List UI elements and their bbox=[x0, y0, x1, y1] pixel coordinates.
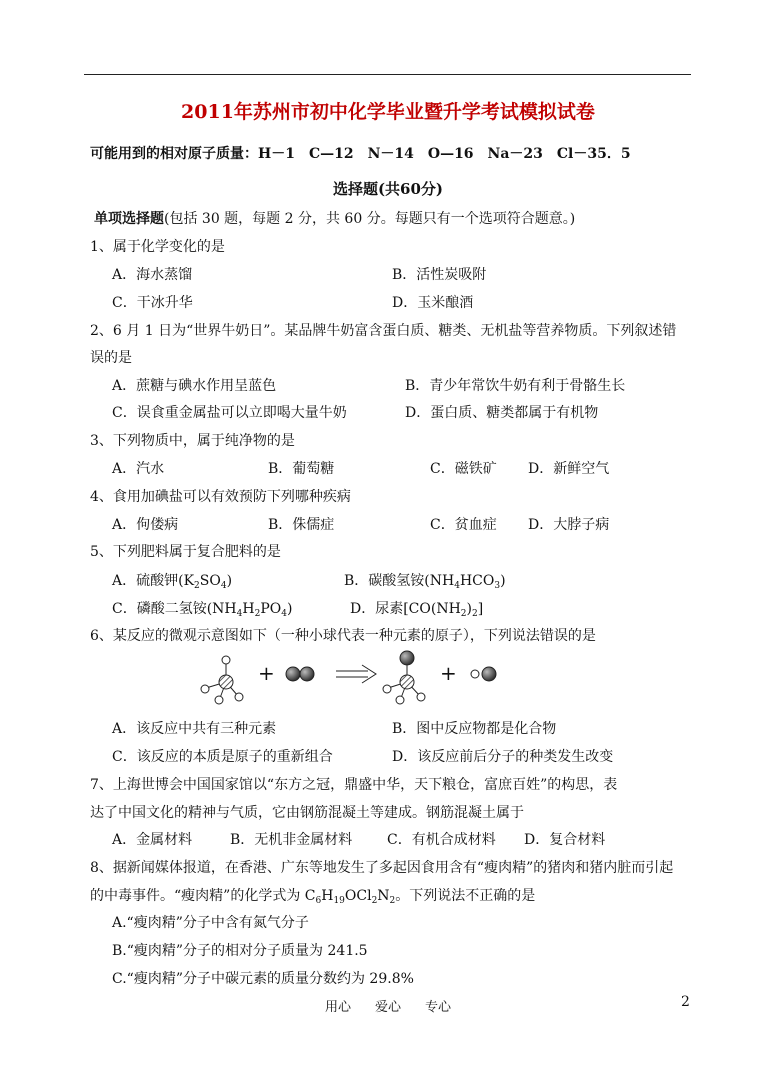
q4-option-a: A．佝偻病 bbox=[112, 517, 179, 533]
q5-option-d: D．尿素$[CO(NH_2)_2]$ bbox=[350, 601, 484, 619]
q7-option-a: A．金属材料 bbox=[112, 832, 193, 848]
q8-option-b: B.“瘦肉精”分子的相对分子质量为 241.5 bbox=[112, 943, 368, 959]
question-2-stem: 2、6 月 1 日为“世界牛奶日”。某品牌牛奶富含蛋白质、糖类、无机盐等营养物质。下列叙述错 bbox=[90, 323, 677, 339]
q7-option-d: D．复合材料 bbox=[524, 832, 606, 848]
question-4-stem: 4、食用加碘盐可以有效预防下列哪种疾病 bbox=[90, 489, 351, 505]
atomic-masses: 可能用到的相对原子质量：H－1 C—12 N－14 O—16 Na－23 Cl－35．5 bbox=[90, 146, 631, 162]
question-2-stem-cont: 误的是 bbox=[90, 350, 132, 366]
q2-option-a: A．蔗糖与碘水作用呈蓝色 bbox=[112, 378, 277, 394]
reaction-arrow bbox=[336, 665, 376, 683]
top-rule bbox=[84, 74, 691, 75]
question-7-stem-cont: 达了中国文化的精神与气质，它由钢筋混凝土等建成。钢筋混凝土属于 bbox=[90, 805, 524, 821]
q7-option-b: B．无机非金属材料 bbox=[230, 832, 353, 848]
section-title: 选择题(共60分) bbox=[332, 180, 444, 198]
reaction-diagram bbox=[190, 648, 520, 710]
q8-option-a: A.“瘦肉精”分子中含有氮气分子 bbox=[112, 915, 309, 931]
q6-option-a: A．该反应中共有三种元素 bbox=[112, 721, 277, 737]
q5-option-a: A．硫酸钾$(K_2SO_4)$ bbox=[112, 573, 233, 591]
q3-option-b: B．葡萄糖 bbox=[268, 461, 335, 477]
q2-option-c: C．误食重金属盐可以立即喝大量牛奶 bbox=[112, 405, 347, 421]
question-5-stem: 5、下列肥料属于复合肥料的是 bbox=[90, 544, 281, 560]
reactant-molecule-2 bbox=[286, 667, 314, 681]
q1-option-a: A．海水蒸馏 bbox=[112, 267, 193, 283]
question-6-stem: 6、某反应的微观示意图如下（一种小球代表一种元素的原子），下列说法错误的是 bbox=[90, 628, 596, 644]
q5-option-b: B．碳酸氢铵$(NH_4HCO_3)$ bbox=[344, 573, 506, 591]
product-molecule-1 bbox=[383, 651, 425, 704]
q2-option-b: B．青少年常饮牛奶有利于骨骼生长 bbox=[405, 378, 626, 394]
q6-option-d: D．该反应前后分子的种类发生改变 bbox=[392, 749, 614, 765]
footer-slogans bbox=[0, 996, 776, 1015]
plus-sign-2: + bbox=[440, 661, 457, 685]
q4-option-c: C．贫血症 bbox=[430, 517, 497, 533]
footer-slogan-3: 专心 bbox=[425, 1000, 452, 1015]
question-8-stem-cont: 的中毒事件。“瘦肉精”的化学式为 $C_6H_{19}OCl_2N_2$。下列说法不正确的是 bbox=[90, 888, 536, 906]
q3-option-c: C．磁铁矿 bbox=[430, 461, 497, 477]
q1-option-b: B．活性炭吸附 bbox=[392, 267, 487, 283]
q1-option-c: C．干冰升华 bbox=[112, 295, 193, 311]
q3-option-a: A．汽水 bbox=[112, 461, 165, 477]
plus-sign-1: + bbox=[258, 661, 275, 685]
question-7-stem: 7、上海世博会中国国家馆以“东方之冠，鼎盛中华，天下粮仓，富庶百姓”的构思，表 bbox=[90, 777, 618, 793]
q5-option-c: C．磷酸二氢铵$(NH_4H_2PO_4)$ bbox=[112, 601, 293, 619]
footer-slogan-1: 用心 bbox=[324, 1000, 351, 1015]
question-8-stem: 8、据新闻媒体报道，在香港、广东等地发生了多起因食用含有“瘦肉精”的猪肉和猪内脏而引起 bbox=[90, 860, 674, 876]
question-3-stem: 3、下列物质中，属于纯净物的是 bbox=[90, 433, 295, 449]
section-instruction-bold: 单项选择题 bbox=[94, 211, 164, 227]
section-instruction bbox=[94, 210, 575, 228]
question-1-stem: 1、属于化学变化的是 bbox=[90, 239, 225, 255]
product-molecule-2 bbox=[471, 667, 496, 681]
reactant-molecule-1 bbox=[201, 656, 243, 704]
footer-slogan-2: 爱心 bbox=[374, 1000, 401, 1015]
section-instruction-text: (包括 30 题，每题 2 分，共 60 分。每题只有一个选项符合题意。) bbox=[164, 211, 576, 227]
q4-option-b: B．侏儒症 bbox=[268, 517, 335, 533]
q1-option-d: D．玉米酿酒 bbox=[392, 295, 474, 311]
exam-title: 2011年苏州市初中化学毕业暨升学考试模拟试卷 bbox=[181, 101, 595, 123]
page-number: 2 bbox=[681, 994, 690, 1010]
q6-option-b: B．图中反应物都是化合物 bbox=[392, 721, 557, 737]
q4-option-d: D．大脖子病 bbox=[528, 517, 610, 533]
q8-option-c: C.“瘦肉精”分子中碳元素的质量分数约为 29.8% bbox=[112, 971, 414, 987]
q2-option-d: D．蛋白质、糖类都属于有机物 bbox=[405, 405, 599, 421]
q7-option-c: C．有机合成材料 bbox=[387, 832, 496, 848]
q6-option-c: C．该反应的本质是原子的重新组合 bbox=[112, 749, 333, 765]
q3-option-d: D．新鲜空气 bbox=[528, 461, 610, 477]
